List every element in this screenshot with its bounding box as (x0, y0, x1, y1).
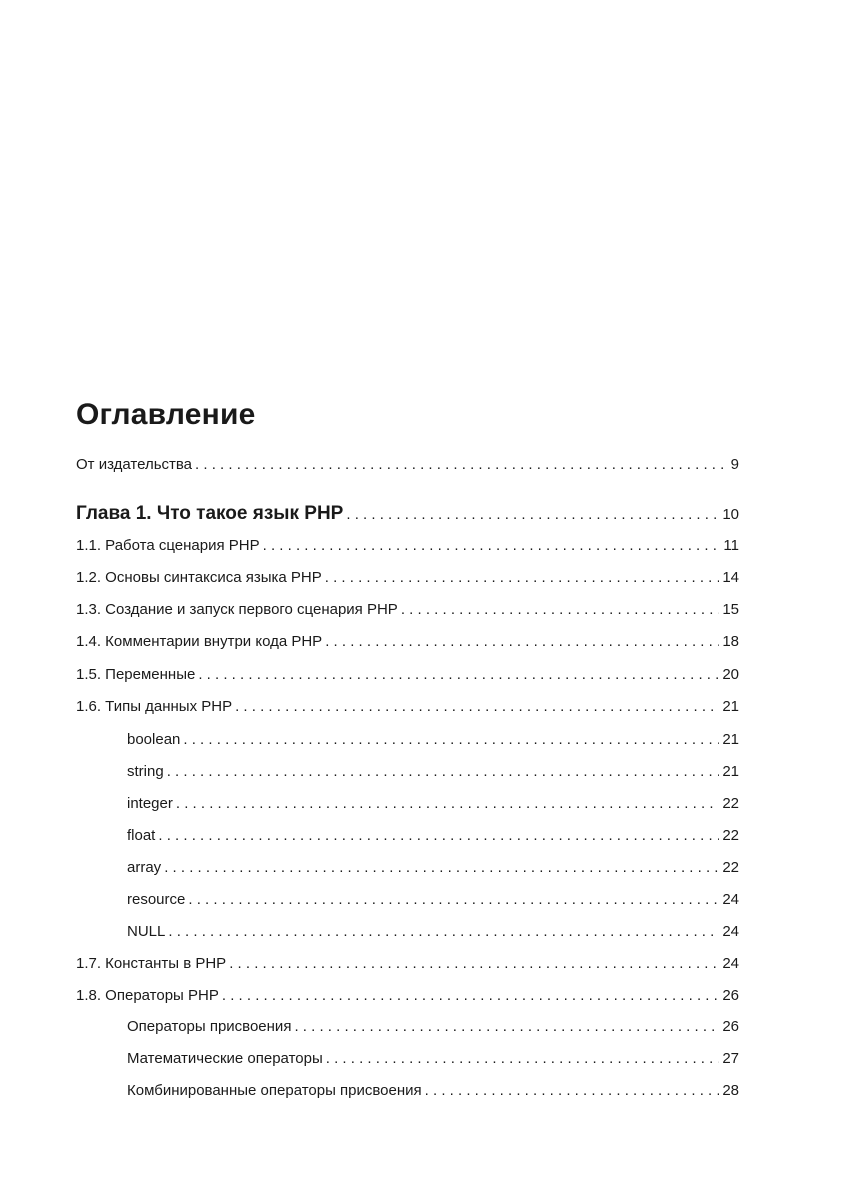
toc-entry-page: 10 (722, 506, 739, 523)
toc-entry-title: 1.7. Константы в PHP (76, 955, 227, 972)
toc-entry-page: 14 (722, 569, 739, 586)
toc-entry-1-2[interactable] (76, 566, 739, 590)
toc-entry-page: 20 (722, 666, 739, 683)
toc-entry-page: 21 (722, 731, 739, 748)
dot-leader (326, 1047, 720, 1071)
toc-entry-page: 27 (722, 1050, 739, 1067)
toc-entry-array[interactable] (127, 856, 739, 880)
toc-entry-title: string (127, 763, 164, 780)
toc-entry-1-4[interactable] (76, 630, 739, 654)
toc-entry-title: integer (127, 795, 173, 812)
toc-entry-1-3[interactable] (76, 598, 739, 622)
toc-entry-boolean[interactable] (127, 728, 739, 752)
toc-entry-page: 21 (722, 698, 739, 715)
toc-entry-1-7[interactable] (76, 952, 739, 976)
toc-entry-page: 22 (722, 827, 739, 844)
dot-leader (263, 534, 721, 558)
toc-entry-title: resource (127, 891, 186, 908)
toc-entry-title: 1.5. Переменные (76, 666, 196, 683)
dot-leader (195, 453, 728, 477)
toc-entry-title: NULL (127, 923, 166, 940)
toc-entry-page: 18 (722, 633, 739, 650)
toc-entry-publisher[interactable] (76, 453, 739, 477)
toc-entry-title: 1.4. Комментарии внутри кода PHP (76, 633, 323, 650)
toc-entry-title: float (127, 827, 156, 844)
toc-entry-page: 22 (722, 795, 739, 812)
dot-leader (425, 1079, 720, 1103)
dot-leader (401, 598, 720, 622)
toc-entry-page: 24 (722, 891, 739, 908)
dot-leader (235, 695, 719, 719)
toc-entry-title: 1.2. Основы синтаксиса языка PHP (76, 569, 322, 586)
toc-entry-page: 21 (722, 763, 739, 780)
toc-entry-title: Математические операторы (127, 1050, 323, 1067)
toc-entry-1-1[interactable] (76, 534, 739, 558)
toc-entry-chapter-1[interactable] (76, 502, 739, 526)
toc-entry-integer[interactable] (127, 792, 739, 816)
toc-entry-title: Операторы присвоения (127, 1018, 292, 1035)
toc-entry-title: Комбинированные операторы присвоения (127, 1082, 422, 1099)
toc-entry-title: Глава 1. Что такое язык PHP (76, 503, 344, 524)
toc-entry-page: 24 (722, 923, 739, 940)
dot-leader (325, 630, 719, 654)
toc-entry-1-6[interactable] (76, 695, 739, 719)
toc-entry-title: 1.3. Создание и запуск первого сценария PHP (76, 601, 398, 618)
toc-entry-title: 1.6. Типы данных PHP (76, 698, 233, 715)
toc-entry-page: 24 (722, 955, 739, 972)
toc-entry-math-operators[interactable] (127, 1047, 739, 1071)
dot-leader (346, 503, 719, 527)
toc-entry-page: 26 (722, 1018, 739, 1035)
toc-entry-title: array (127, 859, 162, 876)
toc-entry-assignment-operators[interactable] (127, 1015, 739, 1039)
dot-leader (167, 760, 720, 784)
toc-entry-page: 28 (722, 1082, 739, 1099)
toc-entry-string[interactable] (127, 760, 739, 784)
toc-entry-1-8[interactable] (76, 984, 739, 1008)
toc-entry-combined-assignment-operators[interactable] (127, 1079, 739, 1103)
toc-entry-float[interactable] (127, 824, 739, 848)
dot-leader (164, 856, 719, 880)
toc-heading: Оглавление (76, 398, 256, 431)
dot-leader (183, 728, 719, 752)
toc-entry-null[interactable] (127, 920, 739, 944)
toc-entry-page: 9 (730, 456, 739, 473)
toc-entry-title: boolean (127, 731, 181, 748)
dot-leader (222, 984, 719, 1008)
dot-leader (294, 1015, 719, 1039)
dot-leader (229, 952, 719, 976)
toc-entry-page: 15 (722, 601, 739, 618)
dot-leader (198, 663, 719, 687)
toc-entry-page: 22 (722, 859, 739, 876)
dot-leader (158, 824, 719, 848)
dot-leader (168, 920, 719, 944)
dot-leader (176, 792, 719, 816)
toc-entry-title: От издательства (76, 456, 193, 473)
toc-entry-title: 1.8. Операторы PHP (76, 987, 219, 1004)
toc-entry-page: 26 (722, 987, 739, 1004)
toc-entry-resource[interactable] (127, 888, 739, 912)
toc-entry-1-5[interactable] (76, 663, 739, 687)
dot-leader (325, 566, 720, 590)
toc-entry-page: 11 (723, 537, 739, 554)
dot-leader (188, 888, 719, 912)
toc-entry-title: 1.1. Работа сценария PHP (76, 537, 260, 554)
